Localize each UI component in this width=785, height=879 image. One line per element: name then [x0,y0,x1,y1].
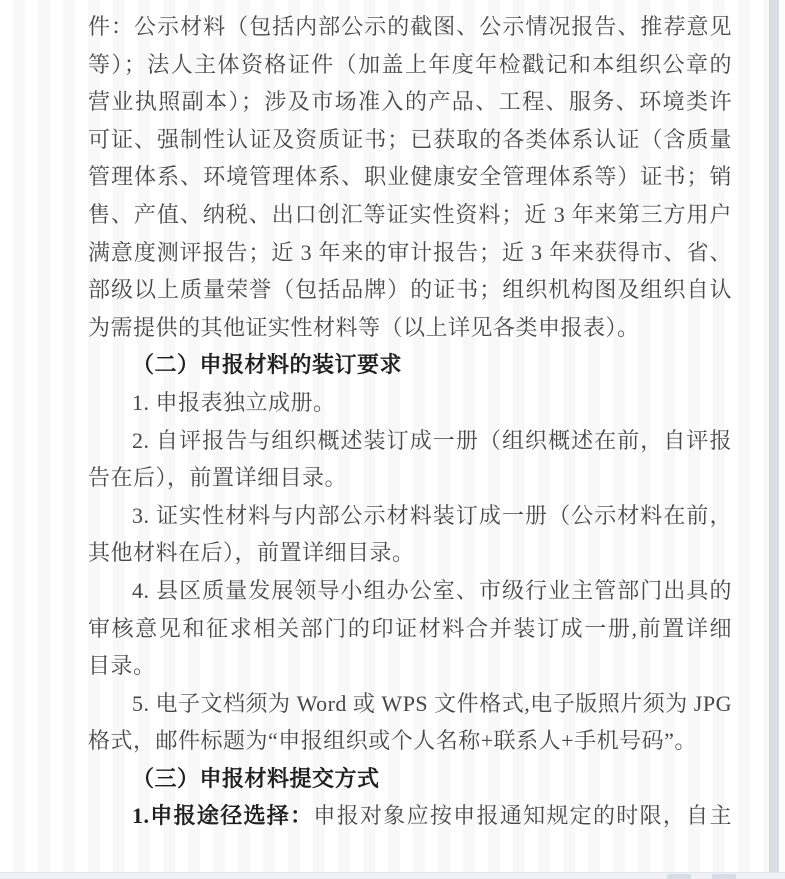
document-text-line [88,234,732,272]
scrollbar-thumb[interactable] [667,874,691,879]
page-right-gutter [779,0,785,872]
document-text-line [88,685,732,723]
document-text-line [88,497,732,535]
text-segment: 告在后），前置详细目录。 [88,465,348,491]
document-text-line [88,534,732,572]
text-segment: 满意度测评报告；近 3 年来的审计报告；近 3 年来获得市、省、 [88,239,732,265]
document-text-line [88,121,732,159]
document-text-line [88,422,732,460]
document-text-line [88,610,732,648]
text-segment: 审核意见和征求相关部门的印证材料合并装订成一册,前置详细 [88,615,732,641]
text-segment: 其他材料在后），前置详细目录。 [88,540,415,566]
document-text-line [88,384,732,422]
document-text-line [88,271,732,309]
document-text-line [88,459,732,497]
text-segment: 等）；法人主体资格证件（加盖上年度年检戳记和本组织公章的 [88,51,732,77]
text-segment: 5. 电子文档须为 Word 或 WPS 文件格式,电子版照片须为 JPG [132,690,732,716]
document-text-line [88,46,732,84]
document-text-block [88,8,732,835]
text-segment: 可证、强制性认证及资质证书；已获取的各类体系认证（含质量 [88,126,732,152]
document-text-line [88,158,732,196]
text-segment: 目录。 [88,653,156,679]
document-text-line [88,309,732,347]
text-segment: （三）申报材料提交方式 [132,765,380,791]
text-segment: （二）申报材料的装订要求 [132,352,403,378]
text-segment: 管理体系、环境管理体系、职业健康安全管理体系等）证书；销 [88,164,732,190]
scrollbar-thumb[interactable] [712,874,736,879]
text-segment: 申报对象应按申报通知规定的时限，自主 [313,803,732,829]
document-text-line [88,647,732,685]
text-segment: 3. 证实性材料与内部公示材料装订成一册（公示材料在前， [132,502,732,528]
document-text-line [88,797,732,835]
text-segment: 格式，邮件标题为“申报组织或个人名称+联系人+手机号码”。 [88,728,697,754]
document-text-line [88,8,732,46]
text-segment: 为需提供的其他证实性材料等（以上详见各类申报表）。 [88,314,640,340]
text-segment: 4. 县区质量发展领导小组办公室、市级行业主管部门出具的 [132,577,732,603]
document-text-line [88,196,732,234]
text-segment: 件：公示材料（包括内部公示的截图、公示情况报告、推荐意见 [88,14,732,39]
horizontal-scrollbar-track[interactable] [0,872,785,879]
text-segment: 2. 自评报告与组织概述装订成一册（组织概述在前，自评报 [132,427,732,453]
document-text-line [88,572,732,610]
text-segment: 1. 申报表独立成册。 [132,389,336,415]
text-segment: 营业执照副本）；涉及市场准入的产品、工程、服务、环境类许 [88,89,732,115]
document-heading-line [88,760,732,798]
page-edge-strip [769,0,779,872]
document-text-line [88,722,732,760]
text-segment: 售、产值、纳税、出口创汇等证实性资料；近 3 年来第三方用户 [88,201,732,227]
text-segment: 部级以上质量荣誉（包括品牌）的证书；组织机构图及组织自认 [88,277,732,303]
text-segment: 1.申报途径选择： [132,803,314,829]
document-text-line [88,83,732,121]
document-heading-line [88,346,732,384]
